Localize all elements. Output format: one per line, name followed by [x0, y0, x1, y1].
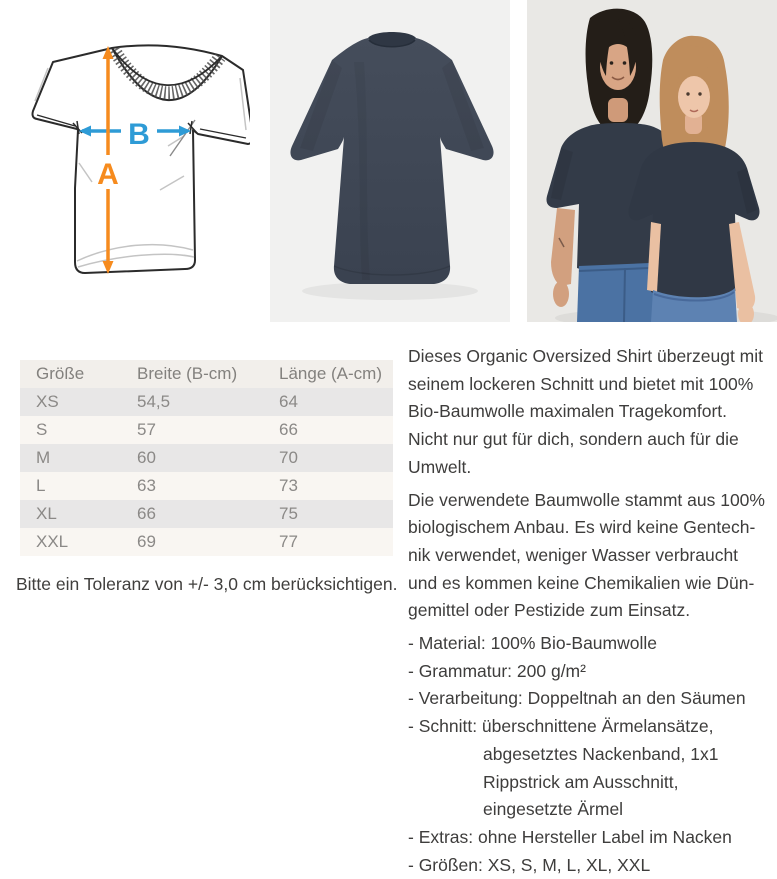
size-diagram-image[interactable] [18, 38, 250, 290]
product-description [408, 343, 776, 879]
spec-extras: - Extras: ohne Hersteller Label im Nacken [408, 826, 732, 847]
models-photo[interactable] [527, 0, 777, 322]
cell-width: 60 [137, 448, 156, 467]
tshirt-outline [33, 45, 251, 273]
spec-verarbeitung: - Verarbeitung: Doppeltnah an den Säumen [408, 688, 746, 709]
tolerance-note: Bitte ein Toleranz von +/- 3,0 cm berücksichtigen. [16, 574, 398, 594]
cell-width: 57 [137, 420, 156, 439]
description-paragraph-2: Die verwendete Baumwolle stammt aus 100% biologischem Anbau. Es wird keine Gentech- nik verwendet, weniger Wasser verbraucht und es kommen keine Chemikalien wie Dün- gemittel oder Pestizide zum Einsatz. [408, 489, 765, 621]
cell-width: 54,5 [137, 392, 171, 411]
description-paragraph-1: Dieses Organic Oversized Shirt überzeugt mit seinem lockeren Schnitt und bietet mit 100% Bio-Baumwolle maximalen Tragekomfort. Nicht nur gut für dich, sondern auch für die Umwelt. [408, 346, 763, 477]
cell-size: S [36, 420, 48, 439]
table-row [20, 528, 393, 556]
cell-length: 73 [279, 476, 298, 495]
cell-length: 75 [279, 504, 298, 523]
column-breite: Breite (B-cm) [137, 364, 238, 383]
size-table-header [20, 360, 393, 388]
cell-size: XL [36, 504, 57, 523]
spec-list [408, 630, 776, 879]
spec-schnitt: - Schnitt: überschnittene Ärmelansätze, [408, 716, 714, 737]
cell-width: 63 [137, 476, 156, 495]
spec-grammatur: - Grammatur: 200 g/m² [408, 660, 586, 681]
models-illustration [527, 0, 777, 322]
table-row [20, 444, 393, 472]
cell-length: 70 [279, 448, 298, 467]
column-laenge: Länge (A-cm) [279, 364, 382, 383]
product-photo[interactable] [270, 0, 510, 322]
table-row [20, 388, 393, 416]
column-groesse: Größe [36, 364, 85, 383]
spec-material: - Material: 100% Bio-Baumwolle [408, 633, 657, 654]
width-label: B [128, 118, 150, 151]
product-shirt-illustration [270, 0, 510, 322]
cell-size: XS [36, 392, 59, 411]
cell-length: 77 [279, 532, 298, 551]
cell-width: 66 [137, 504, 156, 523]
cell-length: 66 [279, 420, 298, 439]
cell-size: L [36, 476, 46, 495]
table-row [20, 472, 393, 500]
size-table [20, 360, 393, 556]
spec-schnitt-cont: Rippstrick am Ausschnitt, [483, 771, 679, 792]
length-label: A [97, 158, 119, 191]
cell-width: 69 [137, 532, 156, 551]
cell-size: XXL [36, 532, 69, 551]
table-row [20, 500, 393, 528]
cell-size: M [36, 448, 51, 467]
spec-schnitt-cont: abgesetztes Nackenband, 1x1 [483, 743, 719, 764]
spec-schnitt-cont: eingesetzte Ärmel [483, 799, 624, 820]
tshirt-measurement-drawing [18, 38, 250, 290]
shirt-body [290, 38, 493, 284]
cell-length: 64 [279, 392, 298, 411]
spec-groessen: - Größen: XS, S, M, L, XL, XXL [408, 854, 651, 875]
table-row [20, 416, 393, 444]
